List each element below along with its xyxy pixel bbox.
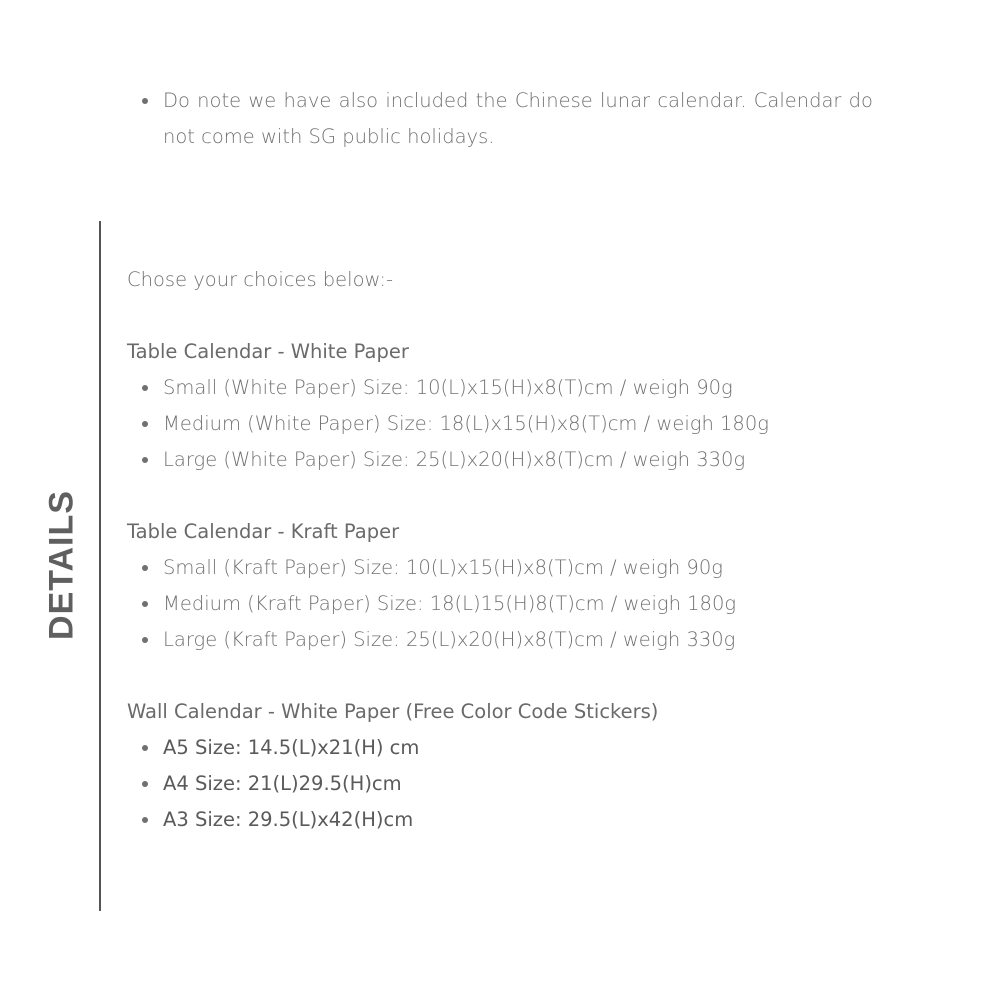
group-table-kraft: [127, 514, 887, 658]
note-item: Do note we have also included the Chinese lunar calendar. Calendar do not come with SG public holidays.: [127, 83, 873, 155]
list-item: Medium (White Paper) Size: 18(L)x15(H)x8(T)cm / weigh 180g: [127, 406, 887, 442]
size-list: [127, 370, 887, 478]
list-item: Medium (Kraft Paper) Size: 18(L)15(H)8(T)cm / weigh 180g: [127, 586, 887, 622]
list-item: A3 Size: 29.5(L)x42(H)cm: [127, 802, 887, 838]
list-item: Large (Kraft Paper) Size: 25(L)x20(H)x8(T)cm / weigh 330g: [127, 622, 887, 658]
group-wall-white: [127, 694, 887, 838]
details-content: [127, 262, 887, 838]
list-item: A4 Size: 21(L)29.5(H)cm: [127, 766, 887, 802]
group-title: Table Calendar - Kraft Paper: [127, 520, 400, 543]
lunar-calendar-note: [127, 83, 873, 155]
details-divider: [99, 221, 101, 911]
list-item: Large (White Paper) Size: 25(L)x20(H)x8(T)cm / weigh 330g: [127, 442, 887, 478]
list-item: Small (White Paper) Size: 10(L)x15(H)x8(T)cm / weigh 90g: [127, 370, 887, 406]
details-heading: DETAILS: [42, 490, 81, 640]
group-title: Wall Calendar - White Paper (Free Color Code Stickers): [127, 700, 659, 723]
list-item: A5 Size: 14.5(L)x21(H) cm: [127, 730, 887, 766]
note-list: [127, 83, 873, 155]
details-intro: Chose your choices below:-: [127, 268, 394, 291]
size-list: [127, 550, 887, 658]
list-item: Small (Kraft Paper) Size: 10(L)x15(H)x8(T)cm / weigh 90g: [127, 550, 887, 586]
group-title: Table Calendar - White Paper: [127, 340, 409, 363]
size-list: [127, 730, 887, 838]
group-table-white: [127, 334, 887, 478]
